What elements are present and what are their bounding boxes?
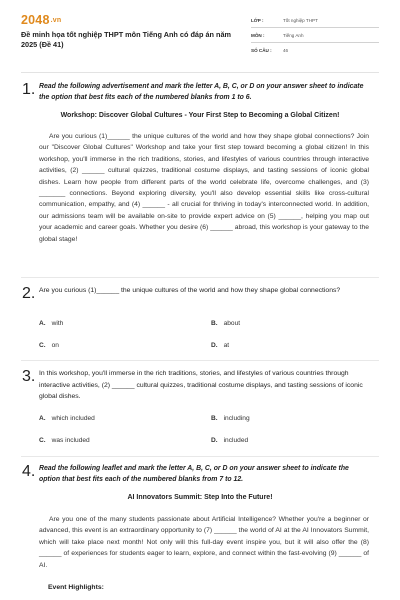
question-stem: In this workshop, you'll immerse in the rich traditions, stories, and lifestyles of various countries through interactive activities, (2) ______ cultural quizzes, traditional costume displays, and tasting sessions of iconic global dishes. xyxy=(39,370,363,400)
question-number: 2. xyxy=(22,285,36,302)
question-stem: Are you curious (1)______ the unique cultures of the world and how they shape global connections? xyxy=(39,287,341,294)
answer-option-c[interactable]: C. on xyxy=(39,342,59,349)
meta-value: Tiếng Anh xyxy=(283,32,304,38)
logo-text: 2048 xyxy=(21,13,50,27)
question-number: 1. xyxy=(22,81,36,98)
passage-text: Are you curious (1)______ the unique cultures of the world and how they shape global connections? Join our "Discover Global Cultures" Workshop and take your first step toward becoming a global citizen! In this workshop, you'll immerse in the rich traditions, stories, and lifestyles of various countries through interactive activities, (2) ______ cultural quizzes, traditional costume displays, and tasting sessions of iconic global dishes. Learn how people from different parts of the world celebrate life, overcome challenges, and (3) _______ connections. Beyond exploring diversity, you'll also develop essential skills like cross-cultural communication, empathy, and (4) ______ - all crucial for thriving in today's interconnected world. In addition, our admissions team will be available on-site to provide expert advice on (5) ______, helping you map out your academic and career goals. Whether you desire (6) ______ abroad, this workshop is your gateway to the global stage! xyxy=(39,133,369,243)
meta-row-subject xyxy=(251,28,379,43)
meta-row-class xyxy=(251,13,379,28)
answer-option-b[interactable]: B. about xyxy=(211,320,241,327)
question-instruction: Read the following leaflet and mark the letter A, B, C, or D on your answer sheet to indicate the option that best fits each of the numbered blanks from 7 to 12. xyxy=(39,465,349,483)
answer-option-d[interactable]: D. at xyxy=(211,342,230,349)
meta-value: 46 xyxy=(283,47,289,53)
passage-heading: Workshop: Discover Global Cultures - Your First Step to Becoming a Global Citizen! xyxy=(60,112,340,119)
passage-text: Are you one of the many students passionate about Artificial Intelligence? Whether you're a beginner or advanced, this event is an extraordinary opportunity to (7) ______ the world of AI at the AI Innovators Summit, which will take place next month! Not only will this full-day event inspire you, but it will also offer the (8) ______ of experiences for students eager to learn, explore, and connect within the fast-evolving (9) ______ of AI. xyxy=(39,516,369,569)
section-subheading: Event Highlights: xyxy=(48,584,104,591)
section-divider xyxy=(21,456,379,457)
meta-label: MÔN : xyxy=(251,32,265,38)
section-divider xyxy=(21,277,379,278)
answer-option-b[interactable]: B. including xyxy=(211,415,250,422)
question-number: 3. xyxy=(22,368,36,385)
passage-heading: AI Innovators Summit: Step Into the Future! xyxy=(127,494,273,501)
meta-label: LỚP : xyxy=(251,17,264,23)
meta-value: Tốt nghiệp THPT xyxy=(283,17,318,23)
question-number: 4. xyxy=(22,463,36,480)
answer-option-d[interactable]: D. included xyxy=(211,437,249,444)
answer-option-c[interactable]: C. was included xyxy=(39,437,90,444)
page-header xyxy=(0,0,400,66)
meta-row-count xyxy=(251,43,379,57)
logo-tld: .vn xyxy=(50,17,62,25)
document-title: Đề minh họa tốt nghiệp THPT môn Tiếng Anh có đáp án năm 2025 (Đề 41) xyxy=(21,30,231,49)
answer-option-a[interactable]: A. which included xyxy=(39,415,95,422)
answer-option-a[interactable]: A. with xyxy=(39,320,64,327)
header-divider xyxy=(21,72,379,73)
document-meta xyxy=(251,13,379,57)
site-logo[interactable] xyxy=(21,13,61,27)
meta-label: SỐ CÂU : xyxy=(251,47,272,53)
section-divider xyxy=(21,360,379,361)
question-instruction: Read the following advertisement and mark the letter A, B, C, or D on your answer sheet to indicate the option that best fits each of the numbered blanks from 1 to 6. xyxy=(39,83,364,101)
